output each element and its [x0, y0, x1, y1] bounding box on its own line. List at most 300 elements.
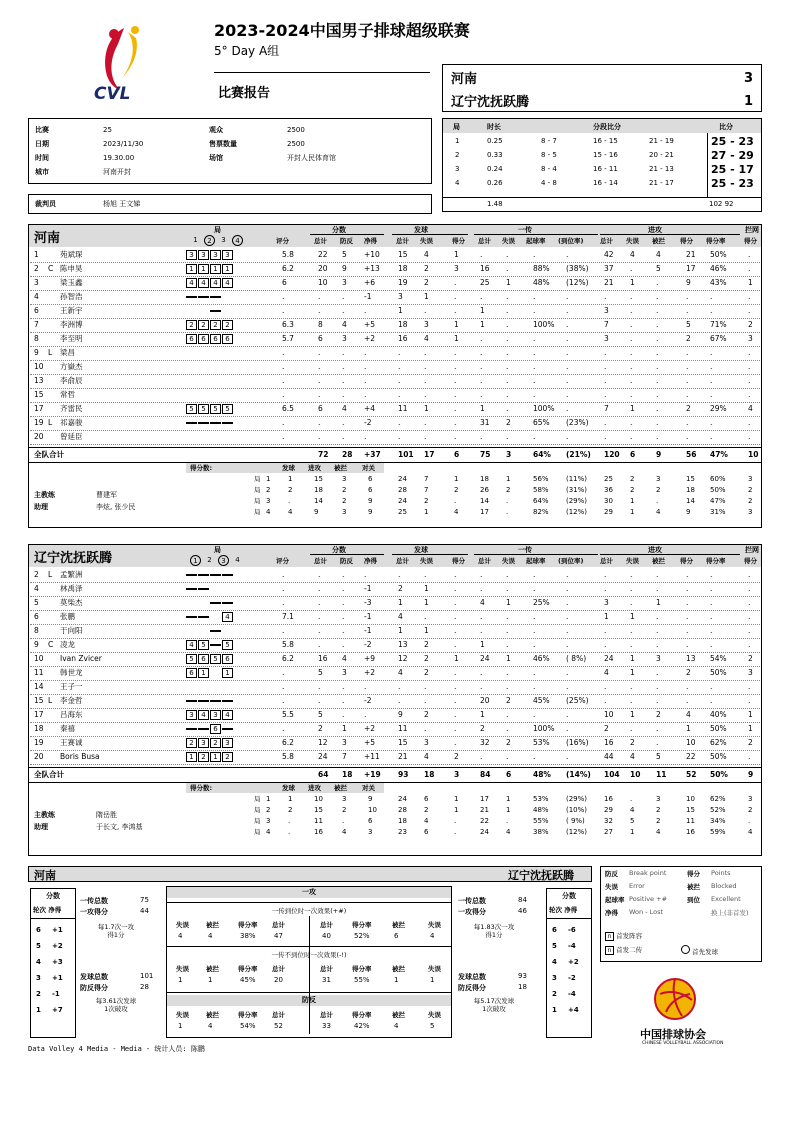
set-s-err: 7 [424, 486, 429, 494]
legend-term: 失误 [605, 883, 618, 891]
so-value: 47 [274, 932, 283, 940]
stat-r-tot: 32 [480, 738, 490, 747]
player-name: 祁嘉骏 [60, 418, 83, 427]
stat-a-blo: 5 [656, 752, 661, 761]
stat-s-err: 1 [424, 626, 429, 635]
stat-a-pct: . [710, 390, 713, 399]
set-r-tot: 21 [480, 806, 489, 814]
so-value: 5 [430, 1022, 435, 1030]
stat-a-tot: . [604, 696, 607, 705]
rot-num: 4 [552, 958, 557, 966]
pts-h-3: 对关 [362, 464, 375, 472]
legend-desc-2: Excellent [711, 895, 741, 903]
h-set: 局 [214, 546, 221, 554]
set-r-exc: (29%) [566, 497, 588, 505]
so-col-header: 失误 [428, 1011, 441, 1019]
so-col-header: 得分率 [238, 1011, 258, 1019]
set-r-err: 4 [506, 828, 511, 836]
pts-attack: 18 [314, 486, 323, 494]
stat-a-pct: . [710, 626, 713, 635]
stat-r-tot: . [480, 626, 483, 635]
set-r-pos: 38% [533, 828, 549, 836]
stat-wl: +6 [364, 278, 376, 287]
so-recv-value: 84 [518, 896, 527, 904]
stat-r-pos: 100% [533, 320, 555, 329]
stat-bp: 3 [342, 668, 347, 677]
rot-title: 分数 [562, 892, 576, 900]
set-position-box [210, 644, 221, 646]
so-value: 4 [394, 1022, 399, 1030]
set-position-box: 2 [186, 738, 197, 748]
h-tot: 总计 [600, 557, 613, 565]
stat-bp: . [342, 640, 345, 649]
set-a-tot: 16 [604, 795, 613, 803]
pts-serve: . [288, 497, 291, 505]
stat-r-exc: (23%) [566, 418, 589, 427]
stat-s-tot: 3 [398, 292, 403, 301]
set-r-pos: 82% [533, 508, 549, 516]
stat-vote: . [282, 584, 285, 593]
stat-wl: -1 [364, 584, 372, 593]
stat-vote: 5.8 [282, 752, 294, 761]
stat-s-pts: . [454, 710, 457, 719]
player-name: 韩世龙 [60, 668, 83, 677]
serve-label: 发球总数 [80, 973, 108, 981]
set-position-box: 5 [198, 404, 209, 414]
so-pts-label: 一攻得分 [80, 908, 108, 916]
player-name: 林禹泽 [60, 584, 83, 593]
stat-s-tot: 11 [398, 724, 408, 733]
stat-r-pos: . [533, 292, 536, 301]
bp-pts-label: 防反得分 [80, 984, 108, 992]
player-name: 王赛诚 [60, 738, 83, 747]
stat-s-tot: 16 [398, 334, 408, 343]
stat-r-pos: . [533, 668, 536, 677]
set-a-pts: 9 [686, 508, 691, 516]
stat-wl: +2 [364, 724, 376, 733]
set-position-box [186, 682, 197, 692]
set-col-4: 4 [235, 556, 240, 564]
stat-a-tot: . [604, 418, 607, 427]
bp-note: 每3.61次发球 [95, 997, 137, 1005]
h-pts: 得分 [744, 237, 757, 245]
stat-r-err: . [506, 306, 509, 315]
assistant-label: 助理 [34, 823, 48, 831]
stat-vote: . [282, 682, 285, 691]
h-bp: 防反 [340, 557, 353, 565]
set-a-pts: 14 [686, 497, 695, 505]
stat-a-blo: . [656, 292, 659, 301]
set-num: 2 [455, 151, 460, 159]
set-position-box [186, 376, 197, 386]
h-vote: 评分 [276, 557, 289, 565]
sets-h-dur: 时长 [487, 123, 501, 131]
set-s-pts: . [454, 817, 457, 825]
so-col-header: 被拦 [206, 1011, 219, 1019]
so-col-header: 得分率 [352, 965, 372, 973]
stat-a-pct: 50% [710, 668, 727, 677]
set-position-box [186, 598, 197, 608]
stat-s-err: 2 [424, 668, 429, 677]
stat-r-tot: 4 [480, 598, 485, 607]
set-position-box [210, 422, 221, 424]
set-position-box: 4 [186, 278, 197, 288]
stat-wl: -1 [364, 292, 372, 301]
total-r-pos: 48% [533, 770, 551, 779]
stat-s-tot: 2 [398, 584, 403, 593]
set-position-box: 6 [186, 668, 197, 678]
stat-a-pts: . [686, 696, 689, 705]
stat-tot: 24 [318, 752, 328, 761]
stat-vote: . [282, 724, 285, 733]
stat-vote: . [282, 306, 285, 315]
stat-s-err: 2 [424, 654, 429, 663]
volleyball-icon [652, 976, 698, 1024]
pts-block: 6 [368, 486, 373, 494]
stat-a-pct: 46% [710, 264, 727, 273]
so-value: 55% [354, 976, 370, 984]
set-positions [186, 432, 234, 442]
stat-r-tot: . [480, 570, 483, 579]
h-serve: 发球 [414, 546, 428, 554]
pts-h-1: 进攻 [308, 784, 321, 792]
stat-b-pts: 3 [748, 668, 753, 677]
stat-a-pct: . [710, 612, 713, 621]
pts-attack: 10 [314, 795, 323, 803]
stat-a-pts: 21 [686, 250, 696, 259]
set-positions [186, 278, 234, 288]
h-exc: (到位率) [558, 237, 584, 245]
set-position-box: 6 [222, 334, 233, 344]
set-position-box [210, 296, 221, 298]
set-position-box: 5 [186, 404, 197, 414]
set-a-blo: 3 [656, 475, 661, 483]
total-tot: 72 [318, 450, 329, 459]
set-position-box [222, 626, 233, 636]
stat-s-err: . [424, 376, 427, 385]
stat-vote: . [282, 570, 285, 579]
stat-a-err: . [630, 418, 633, 427]
assistant-name: 于长文, 李鸿基 [96, 823, 143, 831]
stat-a-err: . [630, 626, 633, 635]
stat-bp: . [342, 710, 345, 719]
player-row [0, 360, 794, 374]
set-position-box: 3 [186, 250, 197, 260]
stat-a-tot: 7 [604, 320, 609, 329]
stat-a-tot: 2 [604, 724, 609, 733]
so-value: 20 [274, 976, 283, 984]
stat-r-pos: . [533, 348, 536, 357]
stat-s-tot: 12 [398, 654, 408, 663]
stat-s-pts: . [454, 738, 457, 747]
set-a-pts: 15 [686, 475, 695, 483]
stat-s-tot: 4 [398, 668, 403, 677]
set-position-box: 5 [222, 640, 233, 650]
h-vote: 评分 [276, 237, 289, 245]
set-r-tot: 14 [480, 497, 489, 505]
set-word: 局 [254, 508, 261, 516]
pts-block: 9 [368, 508, 373, 516]
stat-a-tot: 37 [604, 264, 614, 273]
coach-name: 隋岳胜 [96, 811, 117, 819]
stat-s-pts: . [454, 696, 457, 705]
stat-vote: 6.3 [282, 320, 294, 329]
set-r-pos: 55% [533, 817, 549, 825]
total-r-tot: 84 [480, 770, 491, 779]
stat-r-tot: . [480, 334, 483, 343]
set-positions [186, 584, 234, 594]
stat-a-err: . [630, 682, 633, 691]
so-value: 4 [178, 932, 183, 940]
stat-r-err: 1 [506, 654, 511, 663]
stat-a-blo: . [656, 376, 659, 385]
stat-a-tot: 7 [604, 404, 609, 413]
set-s-pts: 1 [454, 795, 459, 803]
pts-block: 10 [368, 806, 377, 814]
set-num: 4 [455, 179, 460, 187]
stat-a-err: . [630, 598, 633, 607]
stat-a-err: . [630, 584, 633, 593]
so-col-header: 总计 [272, 921, 285, 929]
player-row [0, 652, 794, 666]
set-position-box: 2 [186, 320, 197, 330]
stat-s-pts: 1 [454, 654, 459, 663]
set-col-3: 3 [218, 555, 229, 566]
set-position-box [198, 626, 209, 636]
stat-wl: -1 [364, 626, 372, 635]
player-row [0, 346, 794, 360]
player-number: 5 [34, 598, 39, 607]
stat-s-err: 2 [424, 710, 429, 719]
stat-tot: 6 [318, 334, 323, 343]
set-position-box: 5 [186, 654, 197, 664]
legend-term-2: 得分 [687, 870, 700, 878]
rot-value: -4 [568, 990, 576, 998]
player-role: C [48, 264, 54, 273]
so-col-header: 失误 [176, 921, 189, 929]
stat-a-tot: 42 [604, 250, 614, 259]
set-col-2: 2 [204, 235, 215, 246]
stat-a-pts: . [686, 682, 689, 691]
stat-s-tot: . [398, 570, 401, 579]
stat-r-pos: . [533, 584, 536, 593]
set-partial-1: 8 - 4 [541, 165, 557, 173]
player-name: 莫柴杰 [60, 598, 83, 607]
set-position-box: 2 [222, 320, 233, 330]
so-sub2: 一传不到位时一次效果(-!) [271, 951, 347, 959]
stat-s-tot: 1 [398, 598, 403, 607]
info-spectators: 2500 [287, 126, 305, 134]
legend-server: 首先发球 [692, 948, 719, 956]
set-index: 4 [266, 828, 271, 836]
info-label-date: 日期 [35, 140, 49, 148]
h-pts: 得分 [680, 237, 693, 245]
set-positions [186, 696, 234, 706]
total-s-pts: 6 [454, 450, 460, 459]
h-attack: 进攻 [648, 546, 662, 554]
stat-r-pos: 53% [533, 738, 550, 747]
stat-a-err: . [630, 376, 633, 385]
stat-b-pts: 1 [748, 724, 753, 733]
stat-r-exc: . [566, 640, 569, 649]
set-positions [186, 250, 234, 260]
h-tot: 总计 [314, 237, 327, 245]
stat-vote: . [282, 696, 285, 705]
stat-wl: +11 [364, 752, 380, 761]
set-r-pos: 56% [533, 475, 549, 483]
stat-wl: -3 [364, 598, 372, 607]
rot-value: -2 [568, 974, 576, 982]
set-index: 2 [266, 486, 271, 494]
stat-wl: +13 [364, 264, 380, 273]
set-position-box [210, 348, 221, 358]
player-number: 6 [34, 612, 39, 621]
stat-r-tot: 25 [480, 278, 490, 287]
set-s-err: 2 [424, 806, 429, 814]
h-err: 失误 [502, 237, 515, 245]
summary-away: 辽宁沈抚跃腾 [508, 869, 574, 882]
player-row [0, 750, 794, 764]
stat-s-tot: . [398, 682, 401, 691]
stat-r-exc: . [566, 250, 569, 259]
total-s-tot: 93 [398, 770, 409, 779]
set-s-err: 1 [424, 508, 429, 516]
set-positions [186, 404, 234, 414]
stat-a-pts: . [686, 598, 689, 607]
set-position-box: 4 [186, 640, 197, 650]
stat-r-err: . [506, 710, 509, 719]
set-position-box [222, 306, 233, 316]
set-positions [186, 654, 234, 664]
so-value: 42% [354, 1022, 370, 1030]
info-time: 19.30.00 [103, 154, 135, 162]
set-position-box: 4 [222, 710, 233, 720]
rot-value: +2 [52, 942, 63, 950]
stat-a-pct: . [710, 696, 713, 705]
set-positions [186, 752, 234, 762]
stat-r-err: . [506, 334, 509, 343]
set-position-box: 3 [210, 250, 221, 260]
stat-a-err: . [630, 696, 633, 705]
player-name: 陈申昊 [60, 264, 83, 273]
stat-r-tot: . [480, 612, 483, 621]
rot-num: 4 [36, 958, 41, 966]
set-a-tot: 25 [604, 475, 613, 483]
stat-r-pos: . [533, 334, 536, 343]
set-position-box [198, 616, 209, 618]
stat-vote: 6 [282, 278, 287, 287]
set-b-pts: 3 [748, 795, 753, 803]
stat-bp: 4 [342, 320, 347, 329]
set-a-err: 1 [630, 508, 635, 516]
stat-a-pct: 50% [710, 250, 727, 259]
bp-title: 防反 [302, 996, 316, 1004]
set-index: 3 [266, 817, 271, 825]
stat-wl: . [364, 390, 367, 399]
player-name: 于向阳 [60, 626, 83, 635]
set-score: 25 - 17 [711, 163, 754, 176]
stat-a-err: . [630, 306, 633, 315]
stat-s-tot: 18 [398, 320, 408, 329]
player-number: 15 [34, 696, 44, 705]
so-col-header: 被拦 [206, 921, 219, 929]
total-wl: +19 [364, 770, 381, 779]
stat-vote: . [282, 598, 285, 607]
set-position-box: 4 [222, 612, 233, 622]
stat-b-pts: . [748, 264, 751, 273]
stat-s-tot: 9 [398, 710, 403, 719]
set-duration: 0.25 [487, 137, 503, 145]
set-position-box [222, 292, 233, 302]
player-name: 曾延臣 [60, 432, 83, 441]
stat-r-pos: 46% [533, 654, 550, 663]
total-r-tot: 75 [480, 450, 491, 459]
legend-first-serve: 首发阵容 [616, 932, 643, 940]
player-name: Ivan Zvicer [60, 654, 102, 663]
set-word: 局 [254, 828, 261, 836]
stat-r-exc: . [566, 626, 569, 635]
set-position-box: 1 [198, 668, 209, 678]
player-row [0, 708, 794, 722]
team-name: 河南 [34, 231, 61, 246]
stat-a-blo: . [656, 334, 659, 343]
stat-r-err: . [506, 682, 509, 691]
rot-num: 3 [36, 974, 41, 982]
stat-vote: . [282, 418, 285, 427]
player-name: 李至明 [60, 334, 83, 343]
stat-b-pts: . [748, 418, 751, 427]
player-number: 19 [34, 418, 44, 427]
total-s-pts: 3 [454, 770, 460, 779]
set-word: 局 [254, 806, 261, 814]
pts-h-3: 对关 [362, 784, 375, 792]
player-role: L [48, 696, 53, 705]
set-position-box [210, 432, 221, 442]
stat-a-pts: 22 [686, 752, 696, 761]
set-position-box [198, 376, 209, 386]
set-position-box: 1 [210, 752, 221, 762]
set-position-box: 6 [198, 334, 209, 344]
stat-a-pct: 43% [710, 278, 727, 287]
so-value: 1 [178, 976, 183, 984]
set-b-pts: 2 [748, 486, 753, 494]
stat-a-tot: 21 [604, 278, 614, 287]
rot-value: +7 [52, 1006, 63, 1014]
stat-r-err: . [506, 612, 509, 621]
stat-a-tot: 1 [604, 612, 609, 621]
stat-s-tot: 15 [398, 250, 408, 259]
stat-a-blo: . [656, 418, 659, 427]
legend-desc-2: Blocked [711, 882, 737, 890]
player-row [0, 666, 794, 680]
stat-r-exc: . [566, 362, 569, 371]
legend-desc-2: 换上(非首发) [711, 909, 749, 917]
set-position-box: 2 [198, 320, 209, 330]
stat-a-blo: . [656, 432, 659, 441]
so-value: 1 [178, 1022, 183, 1030]
stat-a-blo: . [656, 682, 659, 691]
set-s-tot: 24 [398, 497, 407, 505]
stat-wl: . [364, 432, 367, 441]
total-a-pct: 47% [710, 450, 728, 459]
total-s-err: 17 [424, 450, 435, 459]
h-pts: 得分 [744, 557, 757, 565]
player-name: 孟繁洲 [60, 570, 83, 579]
stat-b-pts: . [748, 376, 751, 385]
set-position-box: 1 [186, 752, 197, 762]
set-position-box [198, 700, 209, 702]
pts-serve: 2 [288, 486, 293, 494]
